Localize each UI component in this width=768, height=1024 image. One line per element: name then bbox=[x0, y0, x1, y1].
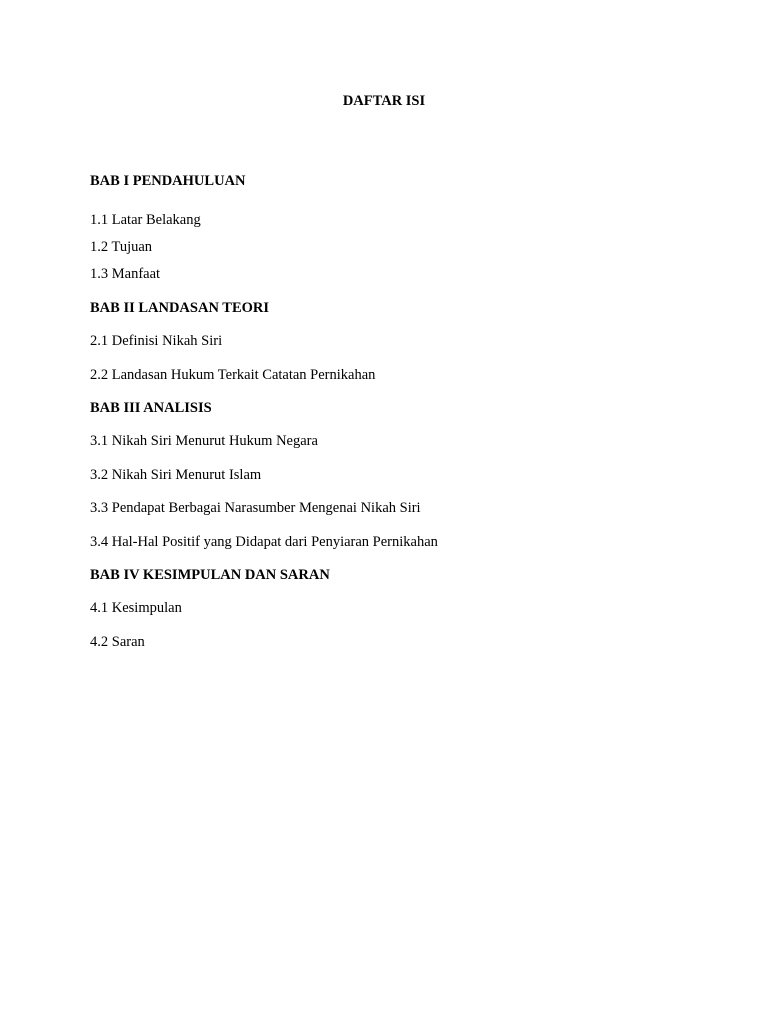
section-item: 3.4 Hal-Hal Positif yang Didapat dari Penyiaran Pernikahan bbox=[90, 534, 438, 550]
chapter-heading: BAB III ANALISIS bbox=[90, 400, 212, 416]
section-item: 1.1 Latar Belakang bbox=[90, 212, 201, 228]
chapter-heading: BAB IV KESIMPULAN DAN SARAN bbox=[90, 567, 330, 583]
section-item: 1.3 Manfaat bbox=[90, 266, 161, 282]
section-item: 1.2 Tujuan bbox=[90, 239, 153, 255]
page-title: DAFTAR ISI bbox=[342, 93, 426, 109]
chapter-heading: BAB I PENDAHULUAN bbox=[90, 173, 246, 189]
section-item: 4.1 Kesimpulan bbox=[90, 600, 182, 616]
chapter-heading: BAB II LANDASAN TEORI bbox=[90, 300, 270, 316]
section-item: 3.3 Pendapat Berbagai Narasumber Mengenai Nikah Siri bbox=[90, 500, 421, 516]
section-item: 2.1 Definisi Nikah Siri bbox=[90, 333, 223, 349]
section-item: 4.2 Saran bbox=[90, 634, 145, 650]
section-item: 2.2 Landasan Hukum Terkait Catatan Pernikahan bbox=[90, 367, 376, 383]
section-item: 3.1 Nikah Siri Menurut Hukum Negara bbox=[90, 433, 318, 449]
section-item: 3.2 Nikah Siri Menurut Islam bbox=[90, 467, 262, 483]
